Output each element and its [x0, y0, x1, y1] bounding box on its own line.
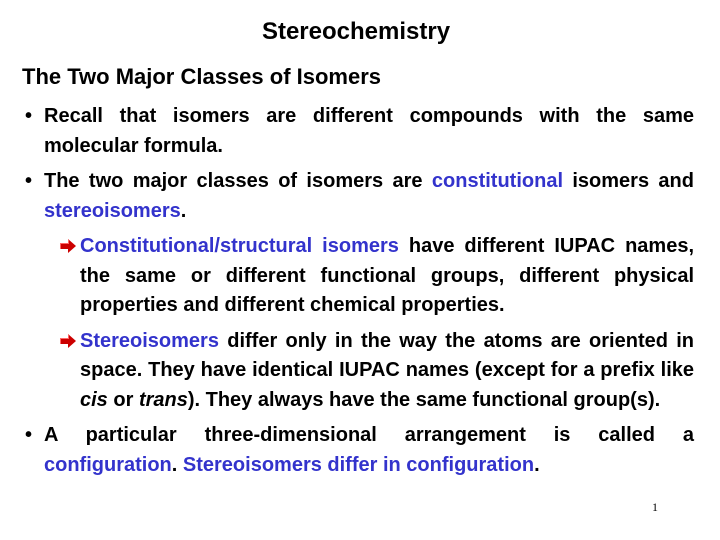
bullet-dot-icon: •	[25, 424, 33, 446]
page-number: 1	[652, 500, 658, 514]
bullet-text: differ only in the way the atoms are oriented in space. They have identical IUPAC names (except for a prefix like	[80, 329, 694, 381]
prefix-trans: trans	[138, 388, 188, 411]
bullet-dot-icon: •	[25, 170, 33, 192]
subbullet-constitutional	[24, 232, 694, 321]
prefix-cis: cis	[80, 388, 108, 411]
term-constitutional: constitutional	[431, 170, 563, 192]
slide-title: Stereochemistry	[261, 18, 451, 45]
bullet-text: or	[107, 388, 139, 411]
bullet-dot-icon: •	[25, 105, 33, 127]
slide-subtitle: The Two Major Classes of Isomers	[22, 64, 382, 89]
term-configuration: configuration	[44, 453, 172, 476]
bullet-text: .	[534, 453, 540, 476]
subbullet-stereoisomers	[24, 327, 694, 416]
bullet-text: A particular three-dimensional arrangement is called a	[44, 424, 694, 446]
bullet-text: have different IUPAC names, the same or different functional groups, different physical properties and different chemical properties.	[80, 235, 694, 316]
term-stereoisomers: Stereoisomers	[80, 329, 219, 352]
emphasis-differ-in-configuration: Stereoisomers differ in configuration	[182, 453, 535, 476]
term-stereoisomers: stereoisomers	[44, 199, 181, 222]
bullet-text: The two major classes of isomers are	[44, 170, 432, 192]
bullet-isomers-definition	[24, 102, 694, 161]
bullet-configuration	[24, 421, 694, 480]
bullet-text: .	[171, 453, 183, 476]
bullet-text: ). They always have the same functional group(s).	[187, 388, 661, 411]
red-arrow-icon	[60, 239, 76, 253]
bullet-two-classes	[24, 167, 694, 226]
bullet-text: Recall that isomers are different compounds with the same molecular formula.	[44, 105, 694, 157]
bullet-text: .	[180, 199, 187, 222]
red-arrow-icon	[60, 334, 76, 348]
term-constitutional-structural: Constitutional/structural isomers	[80, 235, 399, 257]
bullet-text: isomers and	[563, 170, 694, 192]
bullet-list	[24, 102, 694, 486]
